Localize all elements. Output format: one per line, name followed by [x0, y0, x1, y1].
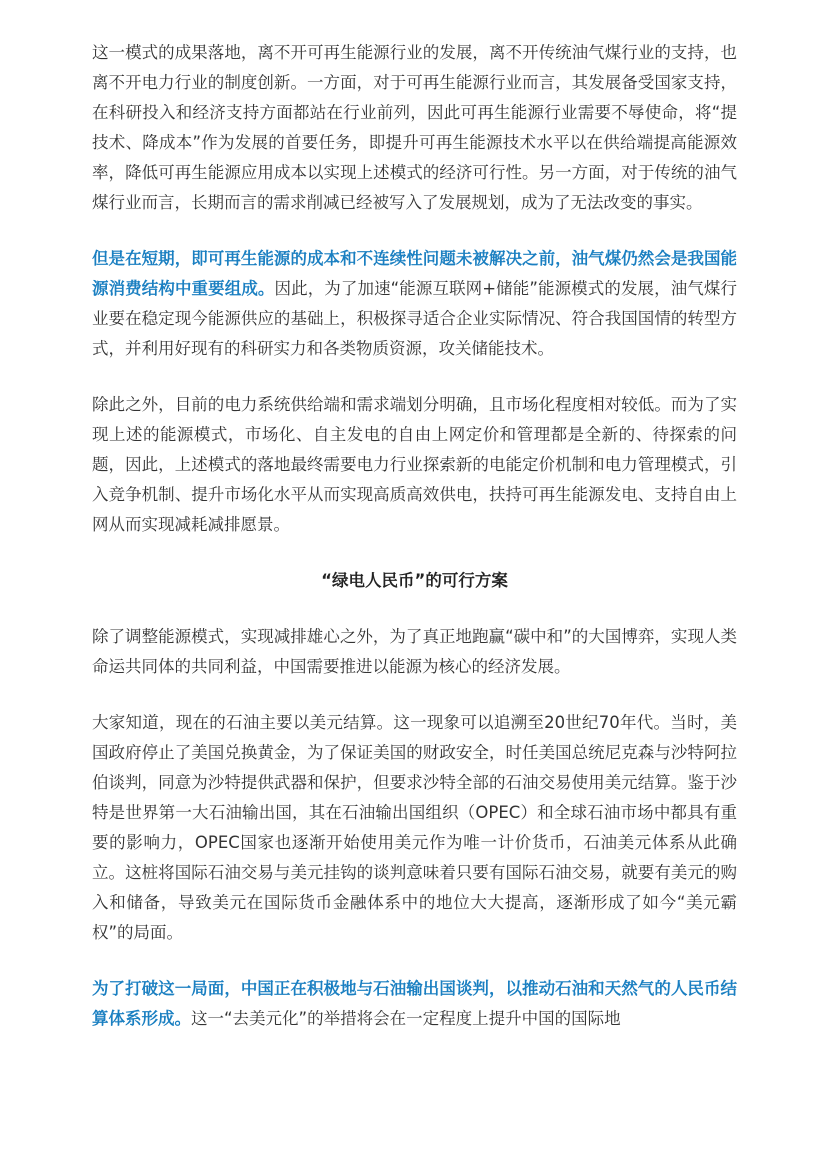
paragraph-4-text: 除了调整能源模式，实现减排雄心之外，为了真正地跑赢“碳中和”的大国博弈，实现人类命运共同体的共同利益，中国需要推进以能源为核心的经济发展。 — [92, 627, 737, 676]
article-body — [92, 38, 737, 1034]
paragraph-2 — [92, 244, 737, 364]
paragraph-2-text: 因此，为了加速“能源互联网+储能”能源模式的发展，油气煤行业要在稳定现今能源供应的基础上，积极探寻适合企业实际情况、符合我国国情的转型方式，并利用好现有的科研实力和各类物质资源，攻关储能技术。 — [92, 279, 738, 358]
paragraph-6-highlight: 为了打破这一局面，中国正在积极地与石油输出国谈判，以推动石油和天然气的人民币结算体系形成。 — [92, 979, 737, 1028]
paragraph-4 — [92, 622, 737, 682]
paragraph-5-text: 大家知道，现在的石油主要以美元结算。这一现象可以追溯至20世纪70年代。当时，美国政府停止了美国兑换黄金，为了保证美国的财政安全，时任美国总统尼克森与沙特阿拉伯谈判，同意为沙特提供武器和保护，但要求沙特全部的石油交易使用美元结算。鉴于沙特是世界第一大石油输出国，其在石油输出国组织（OPEC）和全球石油市场中都具有重要的影响力，OPEC国家也逐渐开始使用美元作为唯一计价货币，石油美元体系从此确立。这桩将国际石油交易与美元挂钩的谈判意味着只要有国际石油交易，就要有美元的购入和储备，导致美元在国际货币金融体系中的地位大大提高，逐渐形成了如今“美元霸权”的局面。 — [92, 713, 737, 942]
paragraph-3-text: 除此之外，目前的电力系统供给端和需求端划分明确，且市场化程度相对较低。而为了实现上述的能源模式，市场化、自主发电的自由上网定价和管理都是全新的、待探索的问题，因此，上述模式的落地最终需要电力行业探索新的电能定价机制和电力管理模式，引入竞争机制、提升市场化水平从而实现高质高效供电，扶持可再生能源发电、支持自由上网从而实现减耗减排愿景。 — [92, 395, 737, 534]
paragraph-2-highlight: 但是在短期，即可再生能源的成本和不连续性问题未被解决之前，油气煤仍然会是我国能源消费结构中重要组成。 — [92, 249, 737, 298]
paragraph-5 — [92, 708, 737, 948]
paragraph-6-text: 这一“去美元化”的举措将会在一定程度上提升中国的国际地 — [191, 1009, 621, 1028]
section-heading: “绿电人民币”的可行方案 — [321, 571, 508, 590]
paragraph-3 — [92, 390, 737, 540]
paragraph-6 — [92, 974, 737, 1034]
paragraph-1 — [92, 38, 737, 218]
paragraph-1-text: 这一模式的成果落地，离不开可再生能源行业的发展，离不开传统油气煤行业的支持，也离不开电力行业的制度创新。一方面，对于可再生能源行业而言，其发展备受国家支持，在科研投入和经济支持方面都站在行业前列，因此可再生能源行业需要不辱使命，将“提技术、降成本”作为发展的首要任务，即提升可再生能源技术水平以在供给端提高能源效率，降低可再生能源应用成本以实现上述模式的经济可行性。另一方面，对于传统的油气煤行业而言，长期而言的需求削减已经被写入了发展规划，成为了无法改变的事实。 — [92, 43, 737, 212]
